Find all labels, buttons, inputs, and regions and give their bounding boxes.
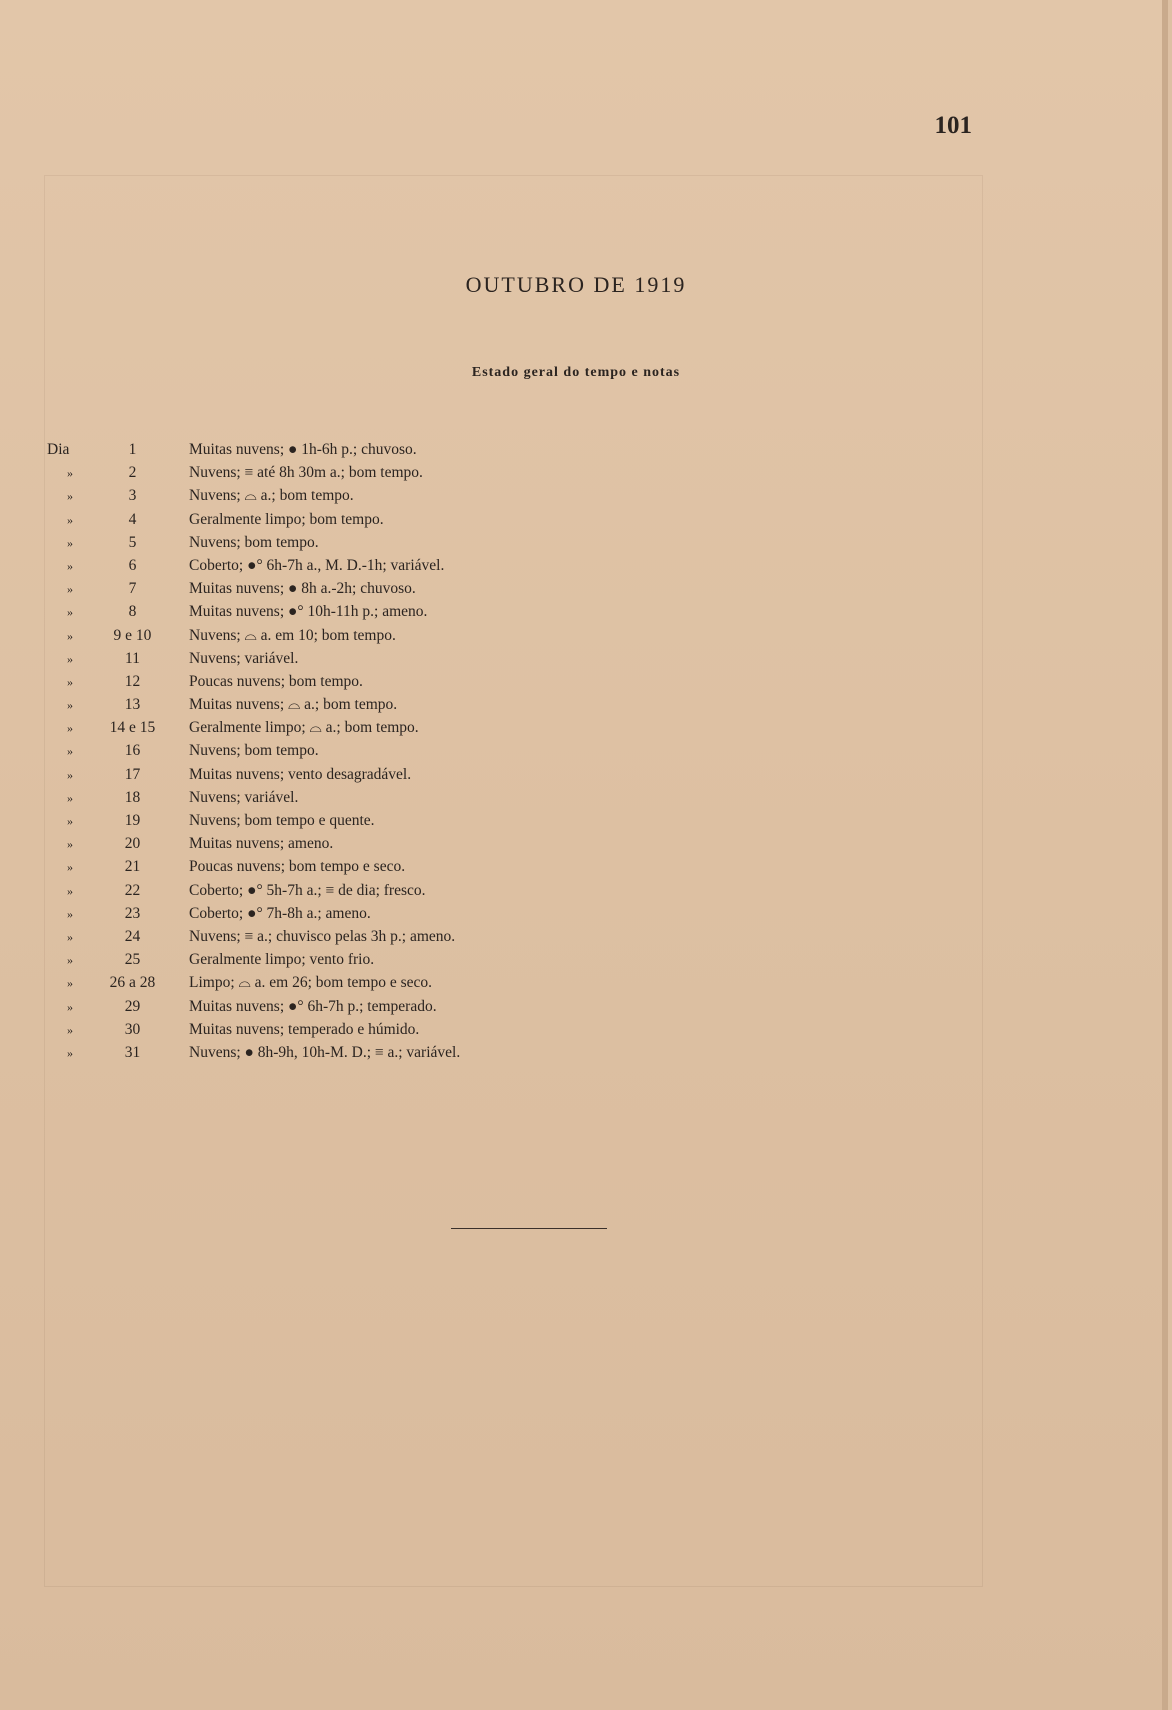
list-item [40, 1021, 940, 1044]
weather-note: Muitas nuvens; ameno. [189, 835, 334, 853]
ditto-mark [40, 905, 90, 923]
day-number: 20 [124, 835, 141, 853]
weather-note: Muitas nuvens; ⌓ a.; bom tempo. [189, 696, 398, 714]
list-item [40, 951, 940, 974]
day-number: 5 [128, 533, 137, 551]
label-text: » [67, 558, 73, 573]
day-number: 14 e 15 [109, 719, 156, 737]
label-text: » [67, 953, 73, 968]
weather-note: Nuvens; variável. [189, 788, 299, 806]
list-item [40, 719, 940, 742]
list-item [40, 557, 940, 580]
label-text: » [67, 698, 73, 713]
label-text: » [67, 605, 73, 620]
list-item [40, 835, 940, 858]
day-number: 1 [128, 441, 137, 458]
day-number: 18 [124, 788, 141, 806]
label-text: » [67, 790, 73, 805]
weather-note: Nuvens; bom tempo. [189, 742, 319, 760]
day-number: 2 [128, 464, 137, 482]
ditto-mark [40, 580, 90, 598]
day-number: 3 [128, 487, 137, 505]
day-number: 19 [124, 812, 141, 829]
day-number: 31 [124, 1043, 141, 1061]
day-number: 17 [124, 765, 141, 783]
weather-note: Muitas nuvens; vento desagradável. [189, 765, 412, 783]
list-item [40, 766, 940, 789]
weather-note: Nuvens; ⌓ a.; bom tempo. [189, 487, 354, 505]
day-number: 22 [124, 881, 141, 899]
ditto-mark [40, 812, 90, 830]
ditto-mark [40, 534, 90, 552]
label-text: » [67, 512, 73, 527]
label-text: » [67, 744, 73, 759]
section-subtitle: Estado geral do tempo e notas [471, 365, 681, 380]
label-text: » [67, 721, 73, 736]
day-number: 13 [124, 696, 141, 714]
page-title: OUTUBRO DE 1919 [465, 272, 687, 297]
label-text: Dia [47, 441, 70, 458]
ditto-mark [40, 1044, 90, 1062]
day-label [40, 441, 90, 459]
page-number: 101 [934, 112, 972, 139]
label-text: » [67, 1045, 73, 1060]
list-item [40, 673, 940, 696]
weather-note: Nuvens; ≡ a.; chuvisco pelas 3h p.; ameno. [189, 927, 456, 945]
weather-note: Nuvens; bom tempo. [189, 533, 319, 551]
label-text: » [67, 582, 73, 597]
label-text: » [67, 1022, 73, 1037]
weather-note: Coberto; ●° 5h-7h a.; ≡ de dia; fresco. [189, 881, 426, 899]
label-text: » [67, 651, 73, 666]
day-number: 24 [124, 927, 141, 945]
list-item [40, 534, 940, 557]
weather-note: Muitas nuvens; ● 1h-6h p.; chuvoso. [189, 441, 417, 458]
ditto-mark [40, 464, 90, 482]
list-item [40, 928, 940, 951]
weather-note: Nuvens; variável. [189, 649, 299, 667]
ditto-mark [40, 742, 90, 760]
weather-note: Nuvens; ⌓ a. em 10; bom tempo. [189, 626, 396, 644]
ditto-mark [40, 696, 90, 714]
label-text: » [67, 466, 73, 481]
list-item [40, 511, 940, 534]
ditto-mark [40, 998, 90, 1016]
ditto-mark [40, 627, 90, 645]
day-number: 8 [128, 603, 137, 621]
ditto-mark [40, 835, 90, 853]
ditto-mark [40, 882, 90, 900]
label-text: » [67, 883, 73, 898]
weather-notes-list [40, 441, 940, 1067]
ditto-mark [40, 789, 90, 807]
weather-note: Limpo; ⌓ a. em 26; bom tempo e seco. [189, 974, 432, 992]
weather-note: Poucas nuvens; bom tempo e seco. [189, 858, 406, 876]
list-item [40, 974, 940, 997]
label-text: » [67, 674, 73, 689]
weather-note: Geralmente limpo; ⌓ a.; bom tempo. [189, 719, 419, 737]
weather-note: Poucas nuvens; bom tempo. [189, 672, 363, 690]
day-number: 29 [124, 997, 141, 1015]
day-number: 16 [124, 742, 141, 760]
weather-note: Muitas nuvens; ●° 6h-7h p.; temperado. [189, 997, 437, 1015]
list-item [40, 789, 940, 812]
label-text: » [67, 860, 73, 875]
day-number: 25 [124, 951, 141, 969]
list-item [40, 650, 940, 673]
list-item [40, 603, 940, 626]
day-number: 4 [128, 510, 137, 528]
label-text: » [67, 837, 73, 852]
list-item [40, 742, 940, 765]
label-text: » [67, 976, 73, 991]
list-item [40, 464, 940, 487]
list-item [40, 580, 940, 603]
day-number: 12 [124, 672, 141, 690]
label-text: » [67, 628, 73, 643]
label-text: » [67, 489, 73, 504]
ditto-mark [40, 766, 90, 784]
list-item [40, 627, 940, 650]
ditto-mark [40, 650, 90, 668]
ditto-mark [40, 928, 90, 946]
day-number: 9 e 10 [113, 626, 152, 644]
day-number: 23 [124, 904, 141, 922]
label-text: » [67, 814, 73, 828]
day-number: 11 [125, 649, 140, 667]
weather-note: Geralmente limpo; bom tempo. [189, 510, 384, 528]
list-item [40, 882, 940, 905]
list-item [40, 905, 940, 928]
label-text: » [67, 929, 73, 944]
ditto-mark [40, 951, 90, 969]
label-text: » [67, 767, 73, 782]
list-item [40, 441, 940, 464]
day-number: 21 [124, 858, 141, 876]
weather-note: Coberto; ●° 6h-7h a., M. D.-1h; variável. [189, 556, 445, 574]
weather-note: Nuvens; bom tempo e quente. [189, 812, 375, 829]
list-item [40, 1044, 940, 1067]
label-text: » [67, 999, 73, 1014]
ditto-mark [40, 557, 90, 575]
weather-note: Muitas nuvens; ● 8h a.-2h; chuvoso. [189, 580, 416, 598]
weather-note: Geralmente limpo; vento frio. [189, 951, 375, 969]
weather-note: Nuvens; ● 8h-9h, 10h-M. D.; ≡ a.; variável. [189, 1043, 461, 1061]
weather-note: Muitas nuvens; temperado e húmido. [189, 1020, 420, 1038]
label-text: » [67, 535, 73, 550]
day-number: 26 a 28 [109, 974, 156, 992]
ditto-mark [40, 858, 90, 876]
label-text: » [67, 906, 73, 921]
weather-note: Coberto; ●° 7h-8h a.; ameno. [189, 904, 371, 922]
ditto-mark [40, 603, 90, 621]
ditto-mark [40, 1021, 90, 1039]
list-item [40, 998, 940, 1021]
day-number: 6 [128, 556, 137, 574]
list-item [40, 858, 940, 881]
list-item [40, 812, 940, 835]
weather-note: Muitas nuvens; ●° 10h-11h p.; ameno. [189, 603, 428, 621]
ditto-mark [40, 673, 90, 691]
list-item [40, 696, 940, 719]
ditto-mark [40, 719, 90, 737]
ditto-mark [40, 487, 90, 505]
closing-rule [451, 1228, 607, 1229]
ditto-mark [40, 511, 90, 529]
ditto-mark [40, 974, 90, 992]
day-number: 7 [128, 580, 137, 598]
list-item [40, 487, 940, 510]
weather-note: Nuvens; ≡ até 8h 30m a.; bom tempo. [189, 464, 423, 482]
day-number: 30 [124, 1020, 141, 1038]
